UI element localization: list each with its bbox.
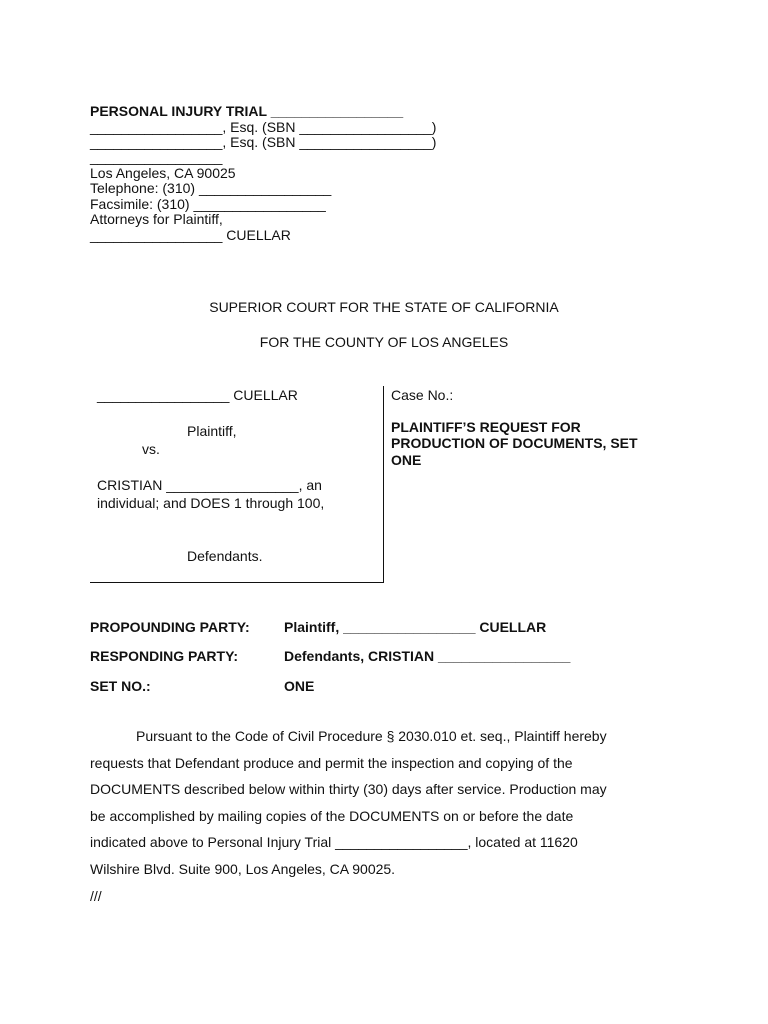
paragraph-line: Wilshire Blvd. Suite 900, Los Angeles, CA 90025. xyxy=(90,860,396,877)
firm-name: PERSONAL INJURY TRIAL _________________ xyxy=(90,103,404,119)
propounding-party-value: Plaintiff, _________________ CUELLAR xyxy=(284,619,547,635)
paragraph-line: requests that Defendant produce and permit the inspection and copying of the xyxy=(90,754,573,771)
paragraph-line: be accomplished by mailing copies of the DOCUMENTS on or before the date xyxy=(90,807,574,824)
defendants-label: Defendants. xyxy=(187,548,263,564)
request-paragraph xyxy=(90,723,660,909)
court-name: SUPERIOR COURT FOR THE STATE OF CALIFORNIA xyxy=(209,299,559,315)
case-number-label: Case No.: xyxy=(391,387,454,403)
attorney-line-1: _________________, Esq. (SBN _________________) xyxy=(90,119,437,135)
facsimile-line: Facsimile: (310) _________________ xyxy=(90,196,326,212)
address-blank: _________________ xyxy=(90,149,223,165)
telephone-line: Telephone: (310) _________________ xyxy=(90,180,332,196)
paragraph-line: Pursuant to the Code of Civil Procedure § 2030.010 et. seq., Plaintiff hereby xyxy=(136,728,607,744)
city-line: Los Angeles, CA 90025 xyxy=(90,165,236,181)
attorneys-for-line: Attorneys for Plaintiff, xyxy=(90,211,223,227)
paragraph-line: indicated above to Personal Injury Trial _________________, located at 11620 xyxy=(90,834,578,851)
responding-party-value: Defendants, CRISTIAN _________________ xyxy=(284,648,571,664)
paragraph-line: DOCUMENTS described below within thirty (30) days after service. Production may xyxy=(90,781,607,798)
document-title-line-3: ONE xyxy=(391,452,422,468)
propounding-party-label: PROPOUNDING PARTY: xyxy=(90,619,250,635)
plaintiff-name: _________________ CUELLAR xyxy=(97,387,298,403)
set-number-label: SET NO.: xyxy=(90,678,151,694)
court-county: FOR THE COUNTY OF LOS ANGELES xyxy=(259,334,509,350)
document-title-line-1: PLAINTIFF’S REQUEST FOR xyxy=(391,419,581,435)
versus-label: vs. xyxy=(142,441,160,457)
caption-vertical-divider xyxy=(383,386,384,583)
plaintiff-label: Plaintiff, xyxy=(187,423,237,439)
defendant-line-2: individual; and DOES 1 through 100, xyxy=(97,495,325,511)
responding-party-label: RESPONDING PARTY: xyxy=(90,648,239,664)
continuation-mark: /// xyxy=(90,887,102,904)
caption-bottom-rule xyxy=(90,582,384,583)
defendant-line-1: CRISTIAN _________________, an xyxy=(97,477,322,493)
set-number-value: ONE xyxy=(284,678,315,694)
document-title-line-2: PRODUCTION OF DOCUMENTS, SET xyxy=(391,435,638,451)
client-name-line: _________________ CUELLAR xyxy=(90,227,291,243)
attorney-line-2: _________________, Esq. (SBN _________________) xyxy=(90,134,437,150)
